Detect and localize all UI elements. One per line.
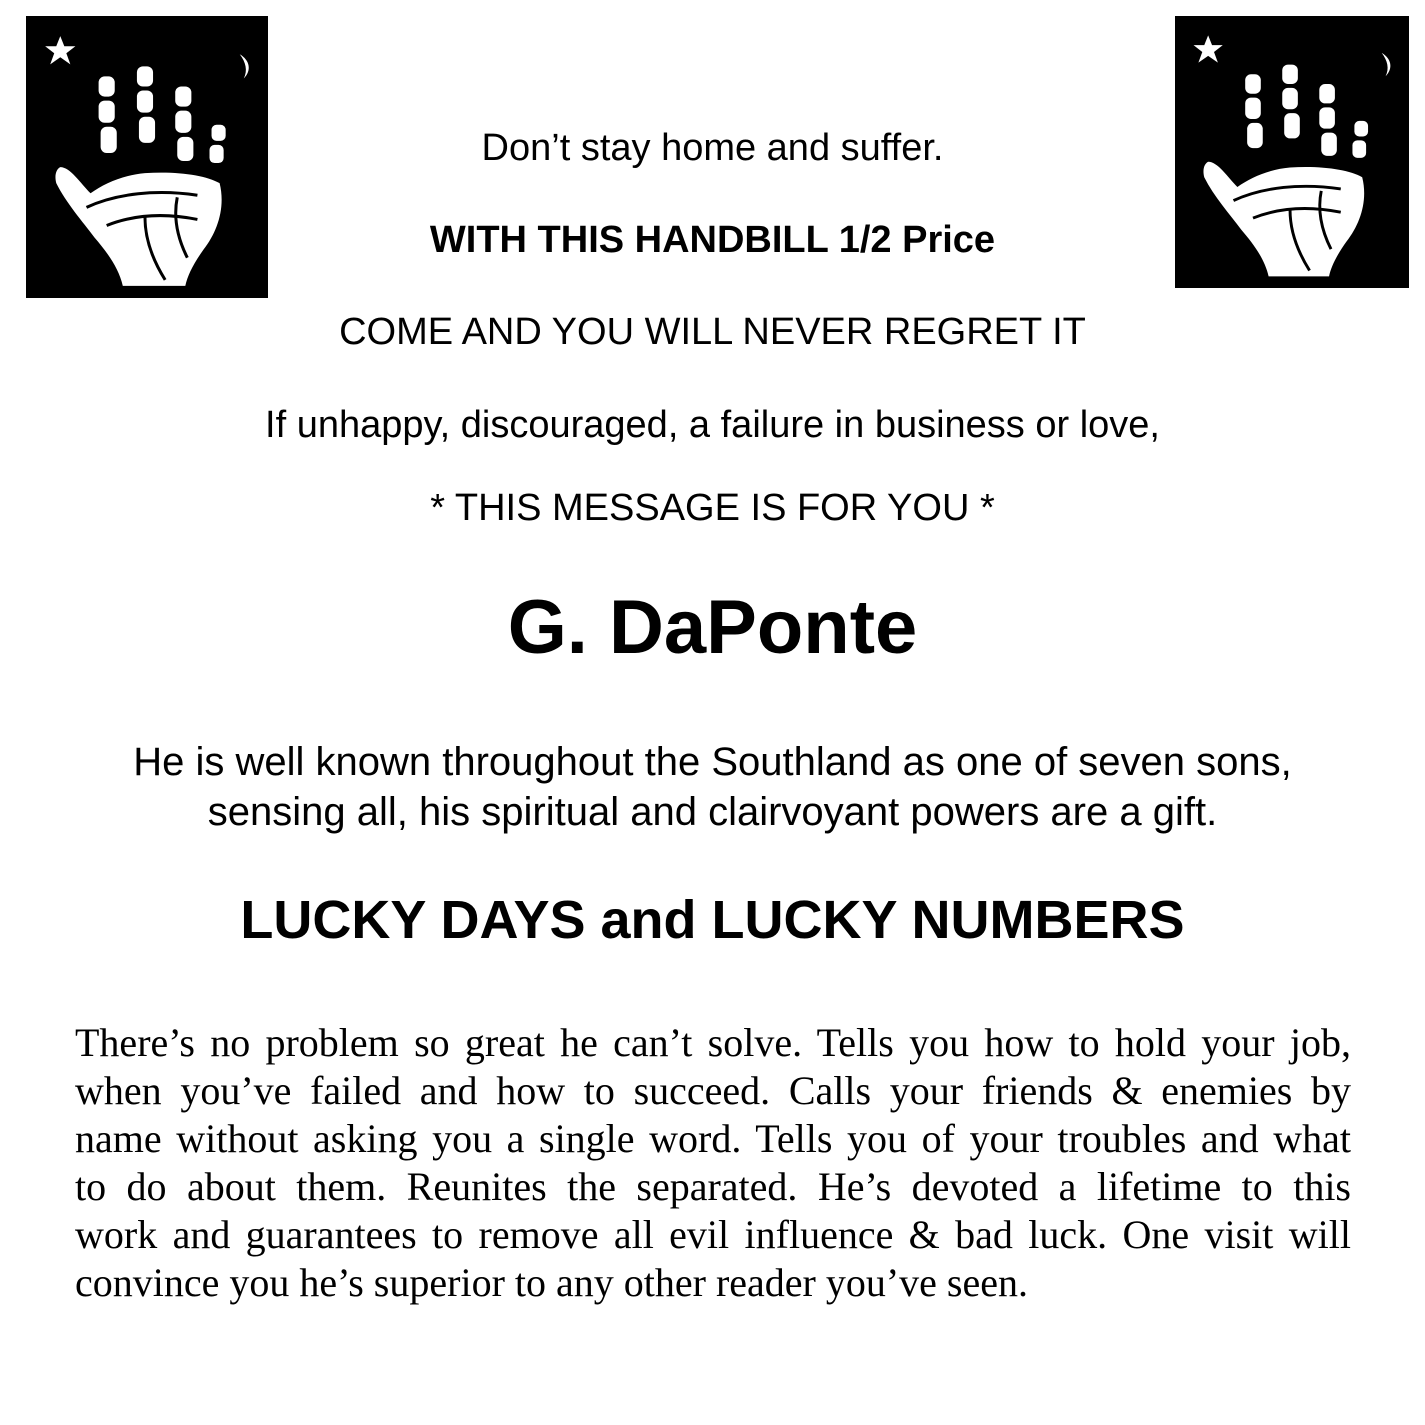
reader-name: G. DaPonte — [507, 585, 918, 670]
body-line: when you’ve failed and how to succeed. Calls your friends & enemies by — [75, 1068, 1351, 1113]
audience-line: If unhappy, discouraged, a failure in business or love, — [265, 404, 1160, 446]
body-line: work and guarantees to remove all evil influence & bad luck. One visit will — [75, 1212, 1351, 1257]
body-line: There’s no problem so great he can’t solve. Tells you how to hold your job, — [75, 1020, 1351, 1065]
promise-line: COME AND YOU WILL NEVER REGRET IT — [339, 311, 1086, 353]
body-line: name without asking you a single word. Tells you of your troubles and what — [75, 1116, 1351, 1161]
about-line: He is well known throughout the Southland as one of seven sons, — [133, 740, 1292, 784]
body-line: convince you he’s superior to any other reader you’ve seen. — [75, 1260, 1028, 1305]
body-line: to do about them. Reunites the separated. He’s devoted a lifetime to this — [75, 1164, 1351, 1209]
tagline: Don’t stay home and suffer. — [481, 127, 944, 169]
message-line: * THIS MESSAGE IS FOR YOU * — [430, 487, 995, 529]
about-line: sensing all, his spiritual and clairvoyant powers are a gift. — [207, 790, 1218, 834]
about-paragraph — [0, 737, 1425, 837]
lucky-heading: LUCKY DAYS and LUCKY NUMBERS — [240, 890, 1185, 950]
body-paragraph — [75, 1019, 1351, 1307]
discount-offer: WITH THIS HANDBILL 1/2 Price — [429, 219, 996, 261]
